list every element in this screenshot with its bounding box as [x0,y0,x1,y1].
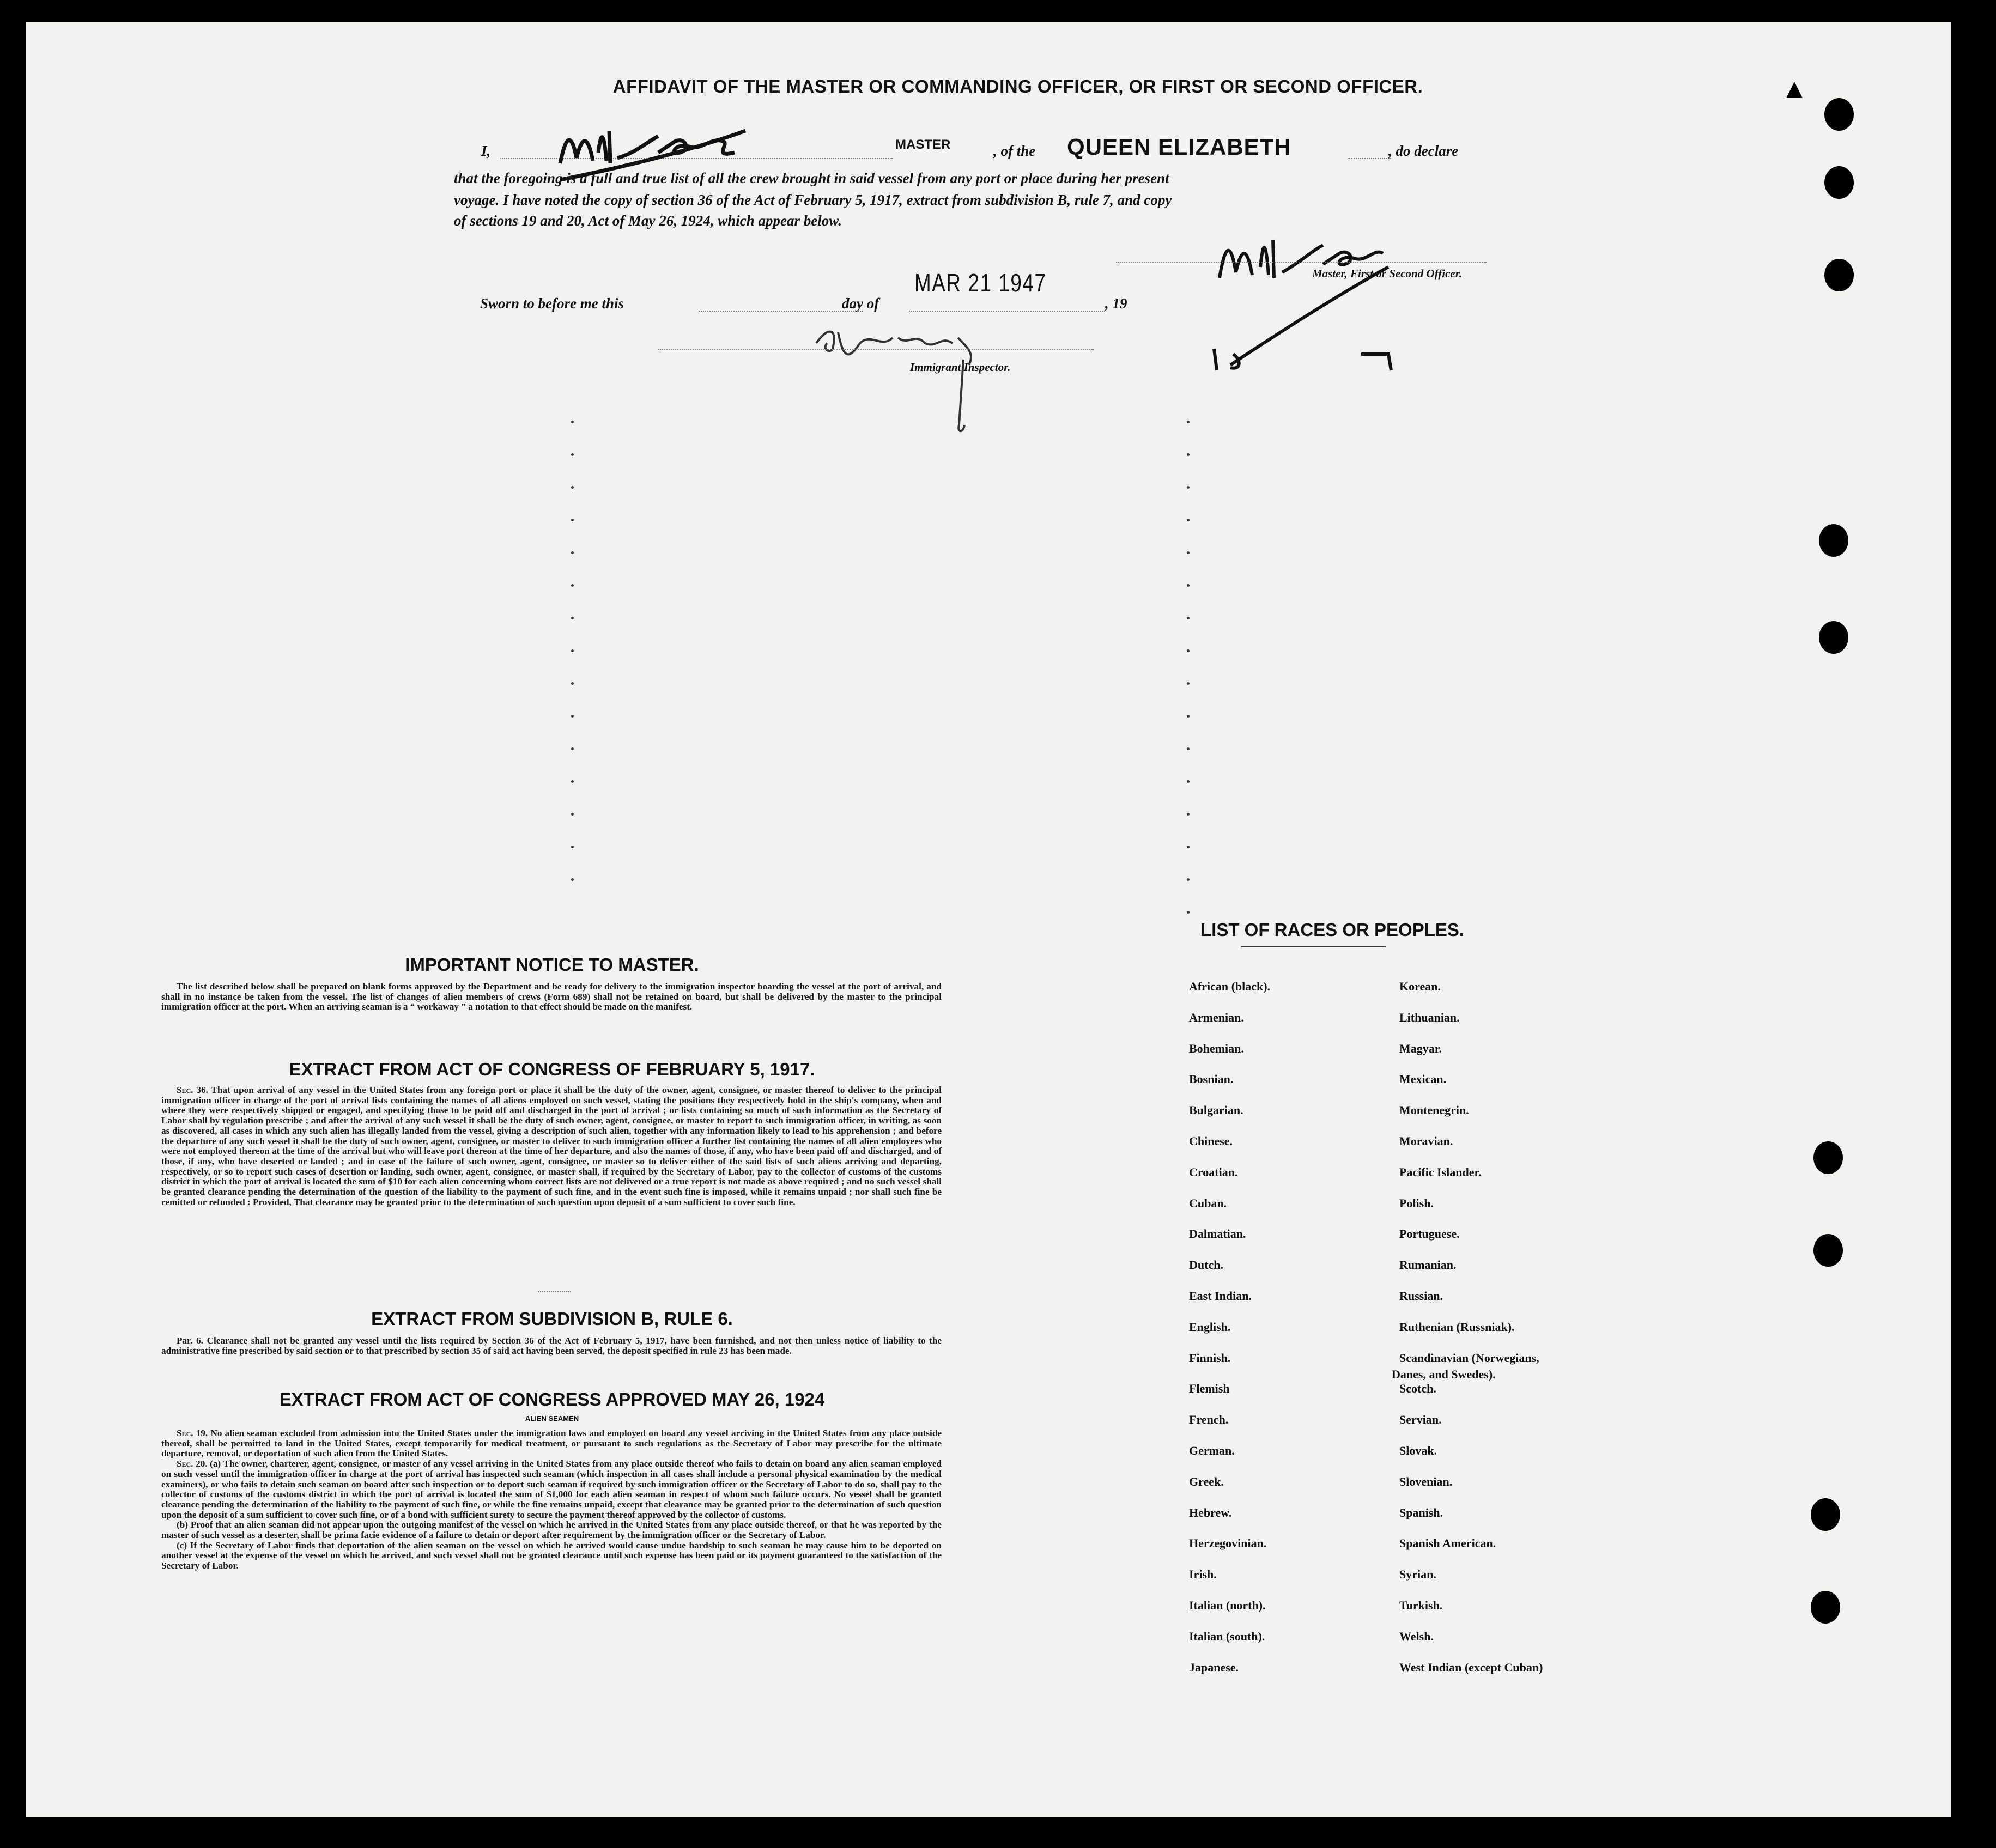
officer-signature [1209,223,1405,387]
day-of-text: day of [842,295,879,312]
race-item: Flemish [1189,1382,1230,1396]
alien-seamen-subheading: ALIEN SEAMEN [525,1414,579,1423]
race-item: Slovak. [1399,1444,1437,1457]
extract-rule6-heading: EXTRACT FROM SUBDIVISION B, RULE 6. [371,1309,733,1329]
binder-hole [1819,621,1848,654]
sec20a-text: (a) The owner, charterer, agent, consignee, or master of any vessel arriving in the United States from any place outside thereof who fails to detain on board any alien seaman employed on such vessel until the immigration officer in charge at the port of arrival has inspected such seaman (which inspection in all cases shall include a personal physical examination by the medical examiners), or who fails to detain such seaman on board after such inspection or to deport such seaman if required by such immigration officer or the Secretary of Labor to do so, shall pay to the collector of customs of the customs district in which the port of arrival is located the sum of $1,000 for each alien seaman in respect of whom such failure occurs. No vessel shall be granted clearance pending the determination of the liability to the payment of such fine, or while the fine remains unpaid, except that clearance may be granted prior to the determination of such question upon the deposit of a sum sufficient to cover such fine, or of a bond with sufficient surety to secure the payment thereof approved by the collector of customs. [161,1458,942,1520]
par6-text: Clearance shall not be granted any vessel until the lists required by Section 36 of the Act of February 5, 1917, have been furnished, and not then unless notice of liability to the administrative fine prescribed by said section or to that prescribed by section 35 of said act having been served, the deposit specified in rule 23 has been made. [161,1335,942,1356]
inspector-caption: Immigrant Inspector. [910,361,1011,374]
race-item: Moravian. [1399,1134,1453,1148]
race-item: Korean. [1399,980,1441,993]
binder-hole [1813,1234,1843,1267]
do-declare-text: , do declare [1388,143,1459,159]
extract-1917-text [161,1085,942,1207]
binder-hole [1811,1591,1840,1624]
race-item: Polish. [1399,1196,1434,1210]
binder-hole [1824,98,1854,131]
race-item: Russian. [1399,1289,1443,1303]
race-item: Welsh. [1399,1629,1434,1643]
officer-fill-line [1116,262,1487,263]
race-item: Portuguese. [1399,1227,1460,1241]
race-item: Turkish. [1399,1598,1443,1612]
extract-1924-heading: EXTRACT FROM ACT OF CONGRESS APPROVED MAY 26, 1924 [279,1389,825,1409]
race-item: Croatian. [1189,1165,1238,1179]
race-item: Rumanian. [1399,1258,1457,1272]
race-item: Montenegrin. [1399,1103,1469,1117]
binder-hole [1811,1498,1840,1531]
year-text: , 19 [1105,295,1127,312]
race-item: Scotch. [1399,1382,1436,1396]
race-item: Dutch. [1189,1258,1223,1272]
par6-label: Par. 6. [177,1335,203,1346]
sec20-label: Sec. 20. [177,1458,208,1469]
ship-name: QUEEN ELIZABETH [1067,134,1291,160]
sworn-text: Sworn to before me this [480,295,624,312]
race-item: Syrian. [1399,1567,1436,1582]
corner-mark [1783,79,1805,101]
races-title: LIST OF RACES OR PEOPLES. [1200,920,1465,940]
race-item: Italian (south). [1189,1629,1265,1643]
race-item: Finnish. [1189,1351,1231,1365]
document-page [26,22,1951,1817]
race-item: Italian (north). [1189,1598,1266,1612]
race-item: Bulgarian. [1189,1103,1243,1117]
race-item: West Indian (except Cuban) [1399,1660,1543,1674]
affidavit-line-3: voyage. I have noted the copy of section 36 of the Act of February 5, 1917, extract from subdivision B, rule 7, and copy [454,192,1172,208]
race-item: Servian. [1399,1413,1442,1427]
sec36-label: Sec. 36. [177,1085,208,1095]
important-notice-heading: IMPORTANT NOTICE TO MASTER. [405,955,699,975]
affidavit-line-4: of sections 19 and 20, Act of May 26, 1924, which appear below. [454,212,842,229]
affidavit-title: AFFIDAVIT OF THE MASTER OR COMMANDING OFFICER, OR FIRST OR SECOND OFFICER. [612,76,1423,96]
ship-fill-line [1348,158,1391,159]
race-item: Irish. [1189,1567,1217,1582]
of-the-text: , of the [993,143,1036,159]
date-fill-line [909,311,1105,312]
extract-rule6-text [161,1336,942,1356]
race-item: Armenian. [1189,1010,1244,1024]
binder-hole [1824,166,1854,199]
race-item: English. [1189,1320,1231,1334]
sec36-text: That upon arrival of any vessel in the United States from any foreign port or place it shall be the duty of the owner, agent, consignee, or master thereof to deliver to the principal immigration officer in charge of the port of arrival lists containing the names of all aliens employed on such vessel, stating the positions they respectively hold in the ship's company, when and where they were respectively shipped or engaged, and specifying those to be paid off and discharged in the port of arrival ; or lists containing so much of such information as the Secretary of Labor shall by regulation prescribe ; and after the arrival of any such vessel it shall be the duty of such owner, agent, consignee, or master to report to such immigration officer, in writing, as soon as discovered, all cases in which any such alien has illegally landed from the vessel, giving a description of such alien, together with any information likely to lead to his apprehension ; and before the departure of any such vessel it shall be the duty of such owner, agent, consignee, or master to deliver to such immigration officer a further list containing the names of all alien employees who were not employed thereon at the time of the arrival but who will leave port thereon at the time of her departure, and also the names of those, if any, who have been paid off and discharged, and of those, if any, who have deserted or landed ; and in case of the failure of such owner, agent, consignee, or master so to deliver either of the said lists of such aliens arriving and departing, respectively, or so to report such cases of desertion or landing, such owner, agent, consignee, or master shall, if required by the Secretary of Labor, pay to the collector of customs of the customs district in which the port of arrival is located the sum of $10 for each alien concerning whom correct lists are not delivered or a true report is not made as above required ; and no such vessel shall be granted clearance pending the determination of the question of the liability to the payment of such fine, and in the event such fine is imposed, while it remains unpaid ; nor shall such fine be remitted or refunded : Provided, That clearance may be granted prior to the determination of such question upon deposit of a sum sufficient to cover such fine. [161,1085,942,1207]
races-title-underline [1241,946,1386,947]
race-scandinavian-continued: Danes, and Swedes). [1392,1367,1496,1381]
race-item: Japanese. [1189,1660,1239,1674]
race-item: Cuban. [1189,1196,1227,1210]
sec20c-text: (c) If the Secretary of Labor finds that deportation of the alien seaman on the vessel on which he arrived would cause undue hardship to such seaman he may cause him to be deported on another vessel at the expense of the vessel on which he arrived, and such vessel shall not be granted clearance until such expense has been paid or its payment guaranteed to the satisfaction of the Secretary of Labor. [161,1540,942,1571]
date-stamp: MAR 21 1947 [914,269,1047,297]
master-label: MASTER [895,137,951,152]
extract-1924-text [161,1428,942,1571]
race-item: Greek. [1189,1474,1224,1488]
race-item: Pacific Islander. [1399,1165,1482,1179]
signature-caption: Master, First or Second Officer. [1312,267,1462,280]
race-item: Bohemian. [1189,1041,1244,1055]
race-item: Magyar. [1399,1041,1442,1055]
race-item: Herzegovinian. [1189,1536,1267,1551]
race-item: Spanish American. [1399,1536,1496,1551]
race-item: Hebrew. [1189,1505,1232,1519]
race-item: German. [1189,1444,1235,1457]
race-item: Dalmatian. [1189,1227,1246,1241]
race-item: Slovenian. [1399,1474,1453,1488]
important-notice-text [161,982,942,1012]
inspector-fill-line [658,349,1094,350]
race-item: African (black). [1189,980,1271,993]
binder-hole [1819,524,1848,557]
binder-hole [1813,1141,1843,1174]
race-item: Ruthenian (Russniak). [1399,1320,1515,1334]
binder-hole [1824,259,1854,291]
race-item: East Indian. [1189,1289,1252,1303]
race-item: Mexican. [1399,1072,1447,1086]
sec19-label: Sec. 19. [177,1428,208,1438]
important-notice-paragraph: The list described below shall be prepared on blank forms approved by the Department and be ready for delivery to the immigration inspector boarding the vessel at the port of arrival, and shall in no instance be taken from the vessel. The list of changes of alien members of crews (Form 689) shall not be retained on board, but shall be delivered by the master to the principal immigration officer at the port. When an arriving seaman is a “ workaway ” a notation to that effect should be made on the manifest. [161,981,942,1012]
race-item: Lithuanian. [1399,1010,1460,1024]
race-item: Scandinavian (Norwegians, [1399,1351,1539,1365]
race-item: French. [1189,1413,1229,1427]
affidavit-line-2: that the foregoing is a full and true list of all the crew brought in said vessel from any port or place during her present [454,170,1169,186]
race-item: Bosnian. [1189,1072,1234,1086]
extract-1917-heading: EXTRACT FROM ACT OF CONGRESS OF FEBRUARY 5, 1917. [289,1059,815,1079]
race-item: Spanish. [1399,1505,1443,1519]
race-item: Chinese. [1189,1134,1233,1148]
inspector-signature [805,316,1002,441]
affidavit-i: I, [481,143,491,159]
sec20b-text: (b) Proof that an alien seaman did not appear upon the outgoing manifest of the vessel on which he arrived in the United States from any place outside thereof, or that he was reported by the master of such vessel as a deserter, shall be prima facie evidence of a failure to detain or deport after requirement by the immigration officer or the Secretary of Labor. [161,1519,942,1541]
sworn-fill-line [699,311,863,312]
divider [538,1291,571,1292]
sec19-text: No alien seaman excluded from admission into the United States under the immigration laws and employed on board any vessel arriving in the United States from any place outside thereof, shall be permitted to land in the United States, except temporarily for medical treatment, or pursuant to such regulations as the Secretary of Labor may prescribe for the ultimate departure, removal, or deportation of such alien from the United States. [161,1428,942,1459]
